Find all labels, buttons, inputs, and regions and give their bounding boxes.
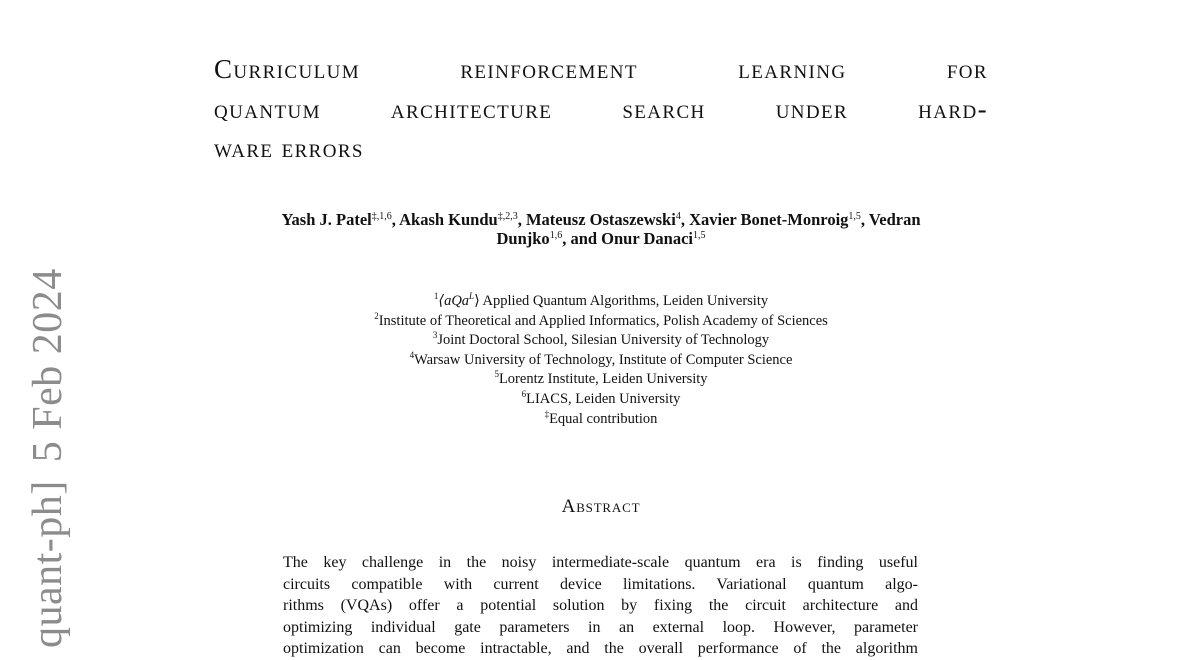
title-line-2 (214, 90, 988, 130)
abstract-line: rithms (VQAs) offer a potential solution by fixing the circuit architecture and (283, 597, 918, 615)
affiliation-5 (214, 370, 988, 390)
affil-mark: 6 (521, 388, 527, 399)
affil-text: Equal contribution (549, 410, 658, 427)
affiliation-3 (214, 331, 988, 351)
affil-math (438, 293, 479, 309)
author-name: Vedran (868, 210, 921, 229)
author-affil-mark: 1,6 (549, 230, 563, 241)
author-affil-mark: 4 (675, 211, 681, 222)
author-affil-mark: 1,5 (693, 230, 706, 241)
abstract-heading: Abstract (561, 496, 641, 517)
paper-title (214, 50, 988, 169)
author-line-2 (214, 229, 988, 248)
author-sep: , (517, 210, 526, 229)
arxiv-category: quant-ph] (25, 480, 71, 648)
abstract-line: circuits compatible with current device limitations. Variational quantum algo- (283, 575, 918, 593)
title-word: learning (738, 54, 847, 84)
affil-text: Institute of Theoretical and Applied Informatics, Polish Academy of Sciences (378, 312, 828, 329)
author-affil-mark: ‡,1,6 (371, 211, 392, 222)
author-affil-mark: ‡,2,3 (497, 211, 518, 222)
affiliation-2 (214, 312, 988, 332)
arxiv-stamp (27, 268, 69, 648)
author-name: Akash Kundu (399, 210, 498, 229)
abstract-line: The key challenge in the noisy intermediate-scale quantum era is finding useful (283, 554, 918, 571)
affil-math-base: ⟨aQa (438, 293, 470, 309)
affiliation-4 (214, 351, 988, 371)
affiliation-list (214, 292, 988, 429)
author-list (214, 210, 988, 248)
affiliation-6 (214, 390, 988, 410)
author-sep: , (391, 210, 400, 229)
affil-text: Lorentz Institute, Leiden University (498, 371, 708, 388)
affil-text: Warsaw University of Technology, Institute of Computer Science (414, 351, 793, 368)
affil-math-close: ⟩ (474, 293, 480, 309)
title-word: quantum (214, 93, 321, 124)
author-sep: , (860, 210, 869, 229)
affiliation-1 (214, 292, 988, 312)
author-name: Onur Danaci (601, 229, 694, 248)
title-word: under (775, 93, 849, 124)
affil-mark: 3 (432, 330, 438, 341)
arxiv-date: 5 Feb 2024 (25, 268, 71, 463)
abstract-line: optimizing individual gate parameters in an external loop. However, parameter (283, 618, 918, 636)
title-word: for (946, 54, 988, 84)
author-affil-mark: 1,5 (848, 211, 861, 222)
affil-mark: ‡ (544, 408, 550, 419)
affiliation-equal-contribution (214, 410, 988, 430)
affil-mark: 5 (494, 369, 499, 380)
abstract-line: optimization can become intractable, and the overall performance of the algorithm (283, 640, 918, 658)
author-sep: , (680, 210, 690, 229)
author-name: Dunjko (496, 229, 550, 248)
author-name: Xavier Bonet-Monroig (689, 210, 849, 229)
affil-text: Applied Quantum Algorithms, Leiden University (479, 293, 769, 309)
title-word: Curriculum (214, 54, 361, 84)
affil-mark: 2 (374, 310, 379, 321)
affil-text: Joint Doctoral School, Silesian University of Technology (437, 332, 770, 349)
abstract-body (283, 552, 918, 660)
title-word: reinforcement (460, 54, 638, 84)
title-line-3: ware errors (214, 133, 364, 163)
title-word: hard- (918, 93, 988, 124)
title-line-1 (214, 50, 988, 90)
affil-math-sup: L (469, 291, 475, 301)
title-word: search (622, 93, 706, 124)
author-sep: , and (562, 229, 602, 248)
author-name: Mateusz Ostaszewski (525, 210, 676, 229)
affil-mark: 1 (433, 291, 439, 301)
author-line-1 (214, 210, 988, 229)
title-word: architecture (390, 93, 553, 124)
affil-mark: 4 (409, 349, 415, 360)
affil-text: LIACS, Leiden University (526, 390, 681, 407)
author-name: Yash J. Patel (281, 210, 372, 229)
